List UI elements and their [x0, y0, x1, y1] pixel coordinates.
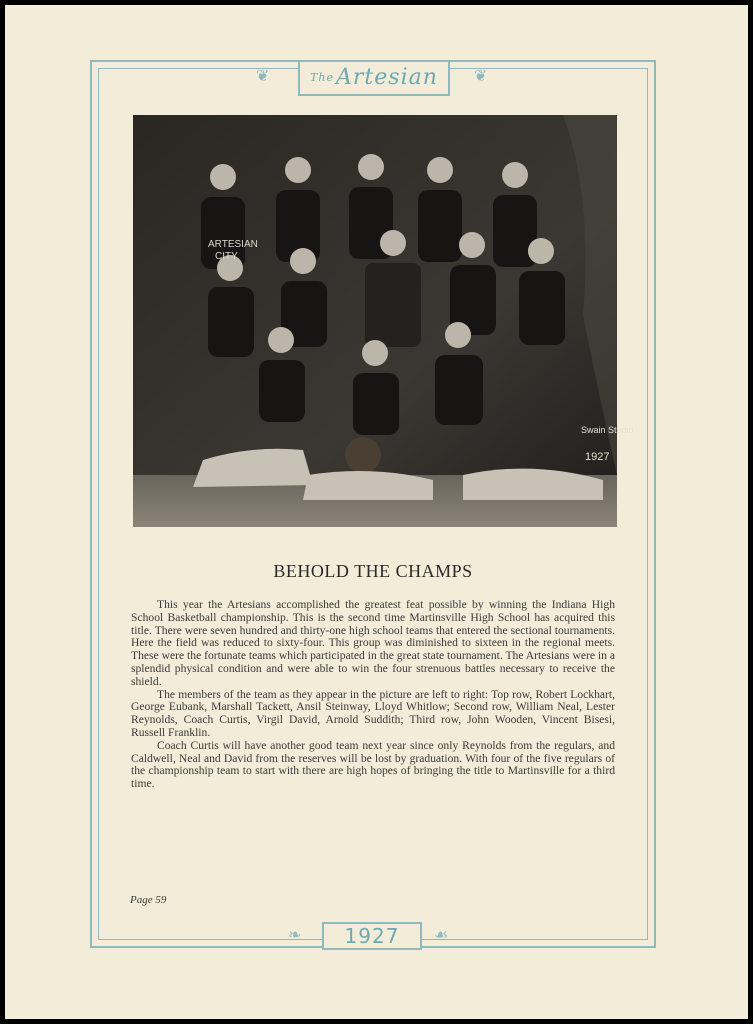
article-paragraph: This year the Artesians accomplished the greatest feat possible by winning the Indiana High School Basketball championship. This is the second time Martinsville High School has acquired this title. There were seven hundred and thirty-one high school teams that entered the sectional tournaments. Here the field was reduced to sixty-four. This group was diminished to sixteen in the regional meets. These were the fortunate teams which participated in the great state tournament. The Artesians were in a splendid physical condition and were able to win the four strenuous battles necessary to receive the shield. — [131, 598, 615, 688]
article-body — [131, 599, 615, 791]
studio-mark: Swain Studio — [581, 425, 634, 435]
article-paragraph: The members of the team as they appear in the picture are left to right: Top row, Robert Lockhart, George Eubank, Marshall Tackett, Ansil Steinway, Lloyd Whitlow; Second row, William Neal, Lester Reynolds, Coach Curtis, Virgil David, Arnold Suddith; Third row, John Wooden, Vincent Bisesi, Russell Franklin. — [131, 687, 615, 739]
masthead — [298, 60, 450, 96]
jersey-lettering: ARTESIAN — [208, 239, 258, 250]
masthead-prefix: The — [310, 71, 335, 84]
team-photo — [133, 115, 634, 527]
masthead-title: Artesian — [336, 65, 438, 90]
footer-year: 1927 — [344, 924, 400, 948]
article-title: BEHOLD THE CHAMPS — [273, 561, 473, 581]
masthead-text — [310, 65, 438, 90]
right-flourish-icon: ❦ — [474, 68, 488, 85]
footer-left-flourish-icon: ❧ — [288, 927, 302, 944]
photo-year-mark: 1927 — [585, 451, 610, 463]
team-photo-image — [133, 115, 634, 527]
footer-year-plate — [322, 922, 422, 950]
jersey-lettering-city: CITY — [215, 251, 238, 262]
page-number: Page 59 — [130, 894, 167, 906]
article-paragraph: Coach Curtis will have another good team next year since only Reynolds from the regulars, and Caldwell, Neal and David from the reserves will be lost by graduation. With four of the five regulars of the championship team to start with there are high hopes of bringing the title to Martinsville for a third time. — [131, 738, 615, 791]
left-flourish-icon: ❦ — [256, 68, 270, 85]
footer-right-flourish-icon: ☙ — [434, 927, 449, 944]
